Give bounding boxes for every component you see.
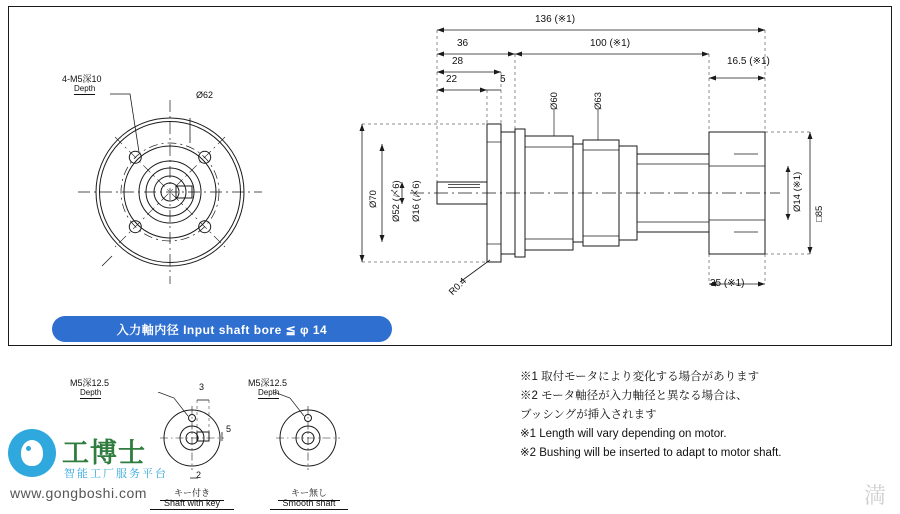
corner-watermark: 満: [863, 483, 886, 508]
sub-view-key-depth-note-line1: M5深12.5: [70, 378, 110, 388]
logo-subtitle: 智能工厂服务平台: [64, 468, 168, 480]
dia-52-label: Ø52 (〆6): [391, 180, 402, 222]
note-2-cont: ブッシングが挿入されます: [520, 409, 657, 421]
dim-16-5: 16.5 (※1): [727, 56, 770, 67]
sub-view-smooth-depth-note-line2: Depth: [258, 388, 280, 397]
dim-36: 36: [457, 38, 469, 49]
note-2: ※2 モータ軸径が入力軸径と異なる場合は、: [520, 390, 748, 402]
sub-view-key-caption-en: Shaft with key: [150, 498, 234, 510]
dim-overall-136: 136 (※1): [535, 14, 576, 25]
input-shaft-bore-badge: 入力軸内径 Input shaft bore ≦ φ 14: [52, 316, 392, 342]
dia-70-label: Ø70: [368, 190, 379, 208]
front-view-pcd-label: Ø62: [196, 90, 214, 100]
square-85-label: □85: [814, 205, 825, 222]
dim-35: 35 (※1): [710, 278, 745, 289]
dim-100: 100 (※1): [590, 38, 631, 49]
note-4: ※2 Bushing will be inserted to adapt to motor shaft.: [520, 447, 782, 459]
dim-22: 22: [446, 74, 458, 85]
sub-view-dim-3: 3: [199, 382, 205, 392]
logo-name: 工博士: [62, 438, 146, 468]
dia-16-label: Ø16 (〆6): [411, 180, 422, 222]
mascot-icon: [8, 429, 56, 477]
sub-view-smooth-caption-jp: キー無し: [278, 486, 340, 501]
front-view-graphic: [40, 70, 310, 320]
note-1: ※1 取付モータにより変化する場合があります: [520, 371, 760, 383]
radius-label: R0.4: [447, 275, 469, 298]
dim-28: 28: [452, 56, 464, 67]
sub-view-smooth-depth-note-line1: M5深12.5: [248, 378, 288, 388]
logo-url: www.gongboshi.com: [10, 485, 147, 501]
dim-5: 5: [500, 74, 506, 85]
sub-view-key-caption-jp: キー付き: [160, 486, 224, 501]
notes-block: [520, 368, 782, 463]
front-view-bolt-note-line1: 4-M5深10: [62, 74, 102, 84]
front-view-bolt-note-line2: Depth: [74, 84, 96, 93]
sub-view-smooth-caption-en: Smooth shaft: [270, 498, 348, 510]
sub-view-dim-2: 2: [196, 470, 202, 480]
sub-view-dim-5: 5: [226, 424, 232, 434]
sub-view-key-depth-note-line2: Depth: [80, 388, 102, 397]
watermark-logo: [8, 425, 238, 505]
dia-14-label: Ø14 (※1): [792, 171, 803, 212]
note-3: ※1 Length will vary depending on motor.: [520, 428, 727, 440]
dia-60-label: Ø60: [549, 92, 560, 110]
side-view-graphic: [340, 14, 900, 314]
dia-63-label: Ø63: [593, 92, 604, 110]
